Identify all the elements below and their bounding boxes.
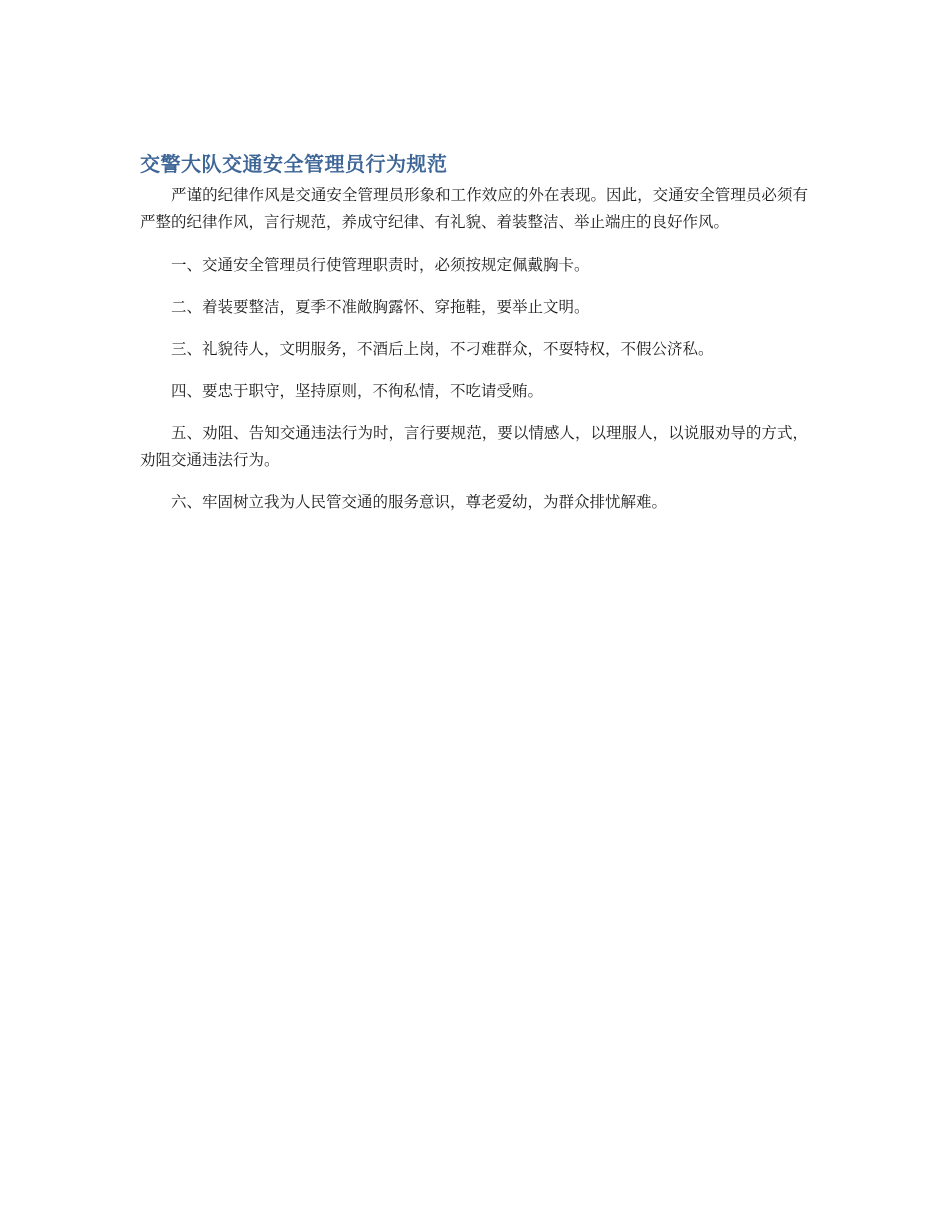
intro-paragraph: 严谨的纪律作风是交通安全管理员形象和工作效应的外在表现。因此，交通安全管理员必须有严整的纪律作风，言行规范，养成守纪律、有礼貌、着装整洁、举止端庄的良好作风。 [140, 186, 808, 231]
rule-paragraph-2: 二、着装要整洁，夏季不准敞胸露怀、穿拖鞋，要举止文明。 [171, 298, 590, 316]
document-body [140, 150, 808, 531]
rule-paragraph-3: 三、礼貌待人，文明服务，不酒后上岗，不刁难群众，不耍特权，不假公济私。 [171, 340, 714, 358]
rule-paragraph-4: 四、要忠于职守，坚持原则，不徇私情，不吃请受贿。 [171, 382, 544, 400]
rule-paragraph-1: 一、交通安全管理员行使管理职责时，必须按规定佩戴胸卡。 [171, 256, 590, 274]
rule-paragraph-6: 六、牢固树立我为人民管交通的服务意识，尊老爱幼，为群众排忧解难。 [171, 493, 668, 511]
document-title: 交警大队交通安全管理员行为规范 [140, 152, 448, 176]
rule-paragraph-5: 五、劝阻、告知交通违法行为时，言行要规范，要以情感人，以理服人，以说服劝导的方式，劝阻交通违法行为。 [140, 424, 808, 469]
